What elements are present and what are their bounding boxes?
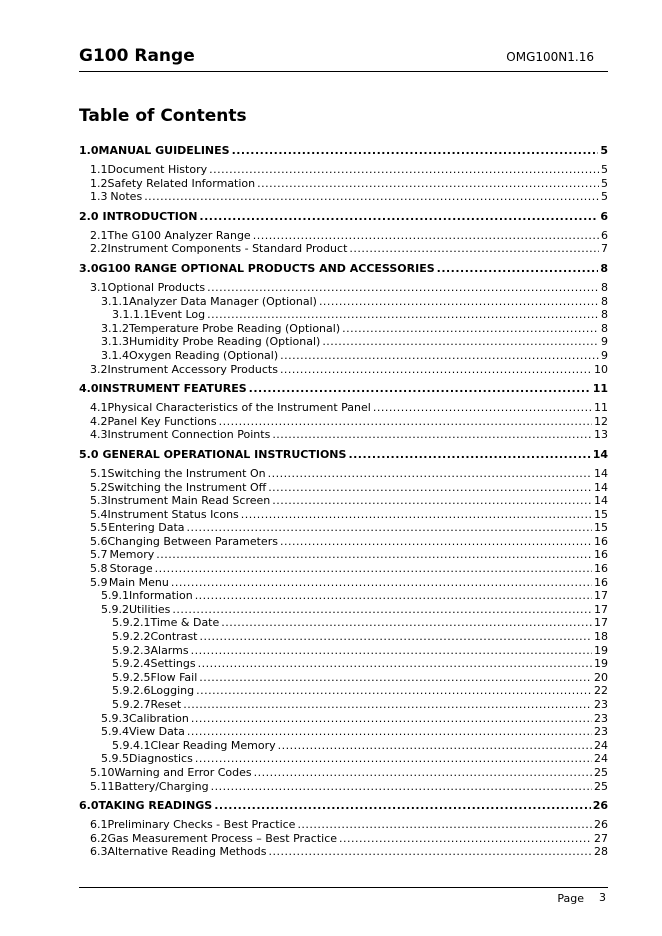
toc-entry[interactable] (79, 589, 608, 603)
toc-entry[interactable] (79, 508, 608, 522)
toc-entry-number: 4.2 (90, 414, 108, 428)
toc-entry-number: 6.1 (90, 818, 108, 832)
toc-entry[interactable] (79, 349, 608, 363)
toc-entry[interactable] (79, 481, 608, 495)
dot-leader (219, 415, 592, 429)
toc-entry[interactable] (79, 335, 608, 349)
toc-entry[interactable] (79, 190, 608, 204)
toc-entry-title: Gas Measurement Process – Best Practice (107, 831, 338, 845)
toc-entry-title: G100 RANGE OPTIONAL PRODUCTS AND ACCESSORIES (98, 261, 435, 275)
toc-entry-page: 14 (594, 480, 608, 494)
toc-entry-page: 12 (594, 414, 608, 428)
toc-heading: Table of Contents (79, 106, 247, 126)
toc-entry[interactable] (79, 242, 608, 256)
toc-entry-page: 16 (594, 534, 608, 548)
toc-entry-page: 5 (601, 163, 608, 176)
toc-entry[interactable] (79, 521, 608, 535)
toc-entry-title: Memory (109, 548, 155, 562)
dot-leader (199, 671, 592, 685)
dot-leader (272, 494, 592, 508)
dot-leader (200, 630, 593, 644)
toc-entry-page: 15 (594, 521, 608, 535)
toc-entry-number: 5.9.2.6 (112, 684, 151, 698)
dot-leader (297, 818, 592, 832)
toc-entry-number: 5.6 (90, 534, 108, 548)
toc-entry-number: 5.9.2.1 (112, 616, 151, 630)
toc-entry[interactable] (79, 401, 608, 415)
dot-leader (196, 684, 592, 698)
toc-entry-page: 24 (594, 752, 608, 766)
toc-entry-title: Storage (109, 562, 153, 576)
toc-entry-number: 3.2 (90, 362, 108, 376)
dot-leader (198, 657, 592, 671)
dot-leader (437, 262, 599, 276)
toc-entry-number: 4.3 (90, 428, 108, 442)
dot-leader (171, 576, 592, 590)
toc-entry[interactable] (79, 832, 608, 846)
dot-leader (214, 799, 590, 813)
dot-leader (319, 295, 599, 309)
dot-leader (280, 349, 599, 363)
toc-entry[interactable] (79, 616, 608, 630)
toc-entry-title: Reset (150, 698, 182, 711)
dot-leader (207, 281, 599, 295)
toc-entry-number: 1.0 (79, 144, 99, 157)
toc-entry-title: GENERAL OPERATIONAL INSTRUCTIONS (102, 447, 347, 461)
toc-entry-page: 14 (594, 466, 608, 480)
toc-entry-number: 1.3 (90, 190, 108, 204)
dot-leader (268, 845, 592, 859)
dot-leader (349, 242, 599, 256)
toc-entry-number: 6.0 (79, 799, 99, 813)
toc-entry[interactable] (79, 752, 608, 766)
toc-entry-title: Battery/Charging (114, 779, 209, 793)
toc-entry-number: 5.1 (90, 466, 108, 480)
toc-entry-title: Notes (110, 190, 143, 204)
toc-entry[interactable] (79, 603, 608, 617)
toc-entry-title: Instrument Main Read Screen (107, 494, 271, 508)
toc-entry[interactable] (79, 630, 608, 644)
toc-entry-number: 6.2 (90, 831, 108, 845)
toc-entry-title: Calibration (129, 711, 189, 725)
toc-entry-page: 5 (601, 176, 608, 190)
toc-entry[interactable] (79, 548, 608, 562)
toc-entry-number: 5.7 (90, 548, 108, 562)
toc-entry-title: Switching the Instrument On (107, 466, 266, 480)
toc-entry-page: 24 (594, 738, 608, 752)
toc-entry-title: Warning and Error Codes (114, 765, 252, 779)
toc-entry-page: 5 (600, 144, 608, 157)
toc-entry-number: 5.9.2.3 (112, 643, 151, 657)
toc-entry-title: Instrument Connection Points (107, 428, 271, 442)
toc-entry-title: Oxygen Reading (Optional) (129, 348, 279, 362)
page-header (79, 46, 608, 72)
dot-leader (144, 190, 599, 204)
toc-entry[interactable] (79, 657, 608, 671)
toc-entry-title: Analyzer Data Manager (Optional) (129, 294, 317, 308)
toc-entry-title: Switching the Instrument Off (107, 480, 267, 494)
toc-entry[interactable] (79, 684, 608, 698)
toc-entry[interactable] (79, 712, 608, 726)
toc-entry-title: Physical Characteristics of the Instrument Panel (107, 401, 371, 415)
toc-entry[interactable] (79, 818, 608, 832)
toc-entry-title: Contrast (150, 630, 198, 644)
toc-entry-title: TAKING READINGS (98, 799, 213, 813)
document-title: G100 Range (79, 46, 195, 66)
dot-leader (348, 448, 590, 462)
toc-entry-number: 3.1.4 (101, 348, 129, 362)
toc-entry-title: The G100 Analyzer Range (107, 228, 251, 242)
toc-entry-number: 3.1.1 (101, 294, 129, 308)
toc-entry-title: Flow Fail (150, 670, 198, 684)
toc-entry[interactable] (79, 780, 608, 794)
toc-entry[interactable] (79, 467, 608, 481)
toc-entry-title: Main Menu (108, 575, 169, 589)
toc-entry-page: 22 (594, 684, 608, 698)
toc-entry[interactable] (79, 644, 608, 658)
dot-leader (253, 229, 599, 243)
toc-entry-title: Document History (107, 163, 208, 176)
toc-entry-number: 5.11 (90, 779, 115, 793)
toc-entry-title: INSTRUMENT FEATURES (98, 382, 247, 396)
toc-entry-page: 26 (594, 818, 608, 832)
toc-entry-page: 9 (601, 348, 608, 362)
toc-entry-page: 26 (592, 799, 608, 813)
dot-leader (249, 382, 591, 396)
toc-entry[interactable] (79, 494, 608, 508)
toc-entry-title: Safety Related Information (107, 176, 256, 190)
toc-entry-number: 5.9.4 (101, 725, 129, 739)
toc-entry-page: 23 (594, 725, 608, 739)
toc-entry[interactable] (79, 739, 608, 753)
toc-entry[interactable] (79, 698, 608, 712)
toc-entry-page: 28 (594, 845, 608, 859)
toc-entry-page: 16 (594, 548, 608, 562)
dot-leader (272, 428, 592, 442)
toc-entry-title: Alternative Reading Methods (107, 845, 267, 859)
toc-entry-number: 1.2 (90, 176, 108, 190)
toc-entry-page: 14 (594, 494, 608, 508)
toc-entry-number: 5.9 (90, 575, 108, 589)
toc-entry-number: 5.10 (90, 765, 115, 779)
toc-entry[interactable] (79, 576, 608, 590)
toc-entry-number: 5.2 (90, 480, 108, 494)
toc-entry-number: 5.9.5 (101, 752, 129, 766)
dot-leader (187, 521, 593, 535)
toc-entry[interactable] (79, 725, 608, 739)
toc-entry-number: 5.9.1 (101, 589, 129, 603)
toc-entry-page: 18 (594, 630, 608, 644)
dot-leader (211, 780, 592, 794)
toc-entry-page: 23 (594, 711, 608, 725)
dot-leader (199, 210, 598, 224)
toc-entry[interactable] (79, 766, 608, 780)
dot-leader (191, 644, 592, 658)
toc-entry[interactable] (79, 295, 608, 309)
toc-entry-page: 8 (601, 321, 608, 335)
dot-leader (342, 322, 599, 336)
toc-entry-title: Changing Between Parameters (107, 534, 278, 548)
toc-entry-page: 27 (594, 831, 608, 845)
toc-entry-number: 4.0 (79, 382, 99, 396)
dot-leader (183, 698, 592, 712)
toc-entry-page: 14 (592, 447, 608, 461)
dot-leader (322, 335, 599, 349)
toc-entry-number: 3.1.2 (101, 321, 129, 335)
toc-entry-number: 1.1 (90, 163, 108, 176)
toc-entry-title: Logging (150, 684, 195, 698)
dot-leader (278, 739, 592, 753)
toc-entry[interactable] (79, 262, 608, 276)
page-label: Page (557, 892, 584, 905)
toc-entry-title: View Data (129, 725, 185, 739)
toc-entry-title: Instrument Status Icons (107, 507, 239, 521)
toc-entry[interactable] (79, 799, 608, 813)
toc-entry-page: 8 (601, 294, 608, 308)
toc-entry-page: 17 (594, 616, 608, 630)
toc-entry-page: 19 (594, 643, 608, 657)
toc-entry-title: MANUAL GUIDELINES (98, 144, 230, 157)
toc-entry-page: 6 (600, 209, 608, 223)
dot-leader (187, 725, 592, 739)
toc-entry[interactable] (79, 671, 608, 685)
toc-entry-number: 2.2 (90, 242, 108, 256)
toc-entry-page: 25 (594, 765, 608, 779)
toc-entry[interactable] (79, 845, 608, 859)
toc-entry[interactable] (79, 229, 608, 243)
toc-entry-number: 2.0 (79, 209, 99, 223)
dot-leader (280, 535, 592, 549)
toc-entry-title: Utilities (129, 602, 171, 616)
toc-entry-page: 16 (594, 562, 608, 576)
toc-entry-page: 11 (592, 382, 608, 396)
toc-entry-title: Clear Reading Memory (150, 738, 276, 752)
toc-entry-number: 5.9.2.5 (112, 670, 151, 684)
toc-entry[interactable] (79, 415, 608, 429)
toc-entry-page: 13 (594, 428, 608, 442)
document-code: OMG100N1.16 (506, 50, 594, 64)
toc-entry-page: 17 (594, 589, 608, 603)
toc-entry-page: 8 (601, 280, 608, 294)
toc-entry-number: 5.9.2.2 (112, 630, 151, 644)
toc-entry-number: 3.1.1.1 (112, 308, 151, 322)
toc-entry-title: Time & Date (150, 616, 220, 630)
toc-entry-page: 20 (594, 670, 608, 684)
toc-entry-page: 6 (601, 228, 608, 242)
toc-entry-number: 5.0 (79, 447, 99, 461)
toc-entry-page: 11 (594, 401, 608, 415)
toc-entry-title: Instrument Components - Standard Product (107, 242, 348, 256)
toc-entry-number: 5.9.3 (101, 711, 129, 725)
toc-entry[interactable] (79, 535, 608, 549)
toc-entry[interactable] (79, 448, 608, 462)
toc-entry-number: 5.4 (90, 507, 108, 521)
toc-entry-title: Preliminary Checks - Best Practice (107, 818, 296, 832)
toc-entry-number: 5.9.2 (101, 602, 129, 616)
dot-leader (241, 508, 592, 522)
toc-entry-number: 5.9.2.4 (112, 657, 151, 671)
toc-entry-number: 6.3 (90, 845, 108, 859)
toc-entry-page: 10 (594, 362, 608, 376)
toc-entry-page: 15 (594, 507, 608, 521)
toc-entry-title: Settings (150, 657, 196, 671)
toc-entry-page: 23 (594, 698, 608, 711)
toc-entry-number: 5.5 (90, 521, 108, 535)
toc-entry-page: 7 (601, 242, 608, 256)
toc-entry[interactable] (79, 382, 608, 396)
toc-entry-number: 5.3 (90, 494, 108, 508)
toc-entry[interactable] (79, 177, 608, 191)
toc-entry-title: Alarms (150, 643, 189, 657)
toc-entry[interactable] (79, 144, 608, 158)
toc-entry[interactable] (79, 562, 608, 576)
toc-entry-page: 8 (601, 308, 608, 322)
dot-leader (232, 144, 599, 158)
toc-entry-title: Event Log (150, 308, 206, 322)
toc-entry-title: Information (129, 589, 193, 603)
toc-entry-title: INTRODUCTION (102, 209, 198, 223)
toc-entry-number: 3.0 (79, 261, 99, 275)
toc-entry-page: 25 (594, 779, 608, 793)
dot-leader (209, 163, 599, 177)
toc-entry-number: 3.1 (90, 280, 108, 294)
dot-leader (268, 481, 592, 495)
toc-entry[interactable] (79, 428, 608, 442)
dot-leader (221, 616, 592, 630)
dot-leader (280, 363, 592, 377)
table-of-contents (79, 144, 608, 859)
toc-entry-page: 17 (594, 602, 608, 616)
toc-entry-page: 9 (601, 335, 608, 349)
toc-entry[interactable] (79, 281, 608, 295)
dot-leader (172, 603, 592, 617)
dot-leader (254, 766, 592, 780)
toc-entry-title: Instrument Accessory Products (107, 362, 278, 376)
toc-entry-number: 5.9.4.1 (112, 738, 151, 752)
page-number: 3 (599, 891, 606, 904)
toc-entry[interactable] (79, 322, 608, 336)
dot-leader (339, 832, 592, 846)
toc-entry[interactable] (79, 363, 608, 377)
dot-leader (156, 548, 592, 562)
dot-leader (191, 712, 592, 726)
toc-entry-title: Humidity Probe Reading (Optional) (129, 335, 321, 349)
toc-entry-number: 2.1 (90, 228, 108, 242)
dot-leader (195, 589, 592, 603)
toc-entry-title: Entering Data (108, 521, 185, 535)
dot-leader (373, 401, 592, 415)
toc-entry-number: 3.1.3 (101, 335, 129, 349)
dot-leader (268, 467, 592, 481)
dot-leader (195, 752, 592, 766)
dot-leader (257, 177, 599, 191)
toc-entry-number: 4.1 (90, 401, 108, 415)
toc-entry[interactable] (79, 163, 608, 177)
page-footer (79, 887, 608, 905)
toc-entry-page: 5 (601, 190, 608, 204)
dot-leader (207, 308, 599, 322)
toc-entry[interactable] (79, 210, 608, 224)
toc-entry-page: 8 (600, 261, 608, 275)
toc-entry-number: 5.8 (90, 562, 108, 576)
toc-entry-number: 5.9.2.7 (112, 698, 151, 711)
toc-entry-page: 19 (594, 657, 608, 671)
toc-entry[interactable] (79, 308, 608, 322)
dot-leader (155, 562, 592, 576)
toc-entry-title: Diagnostics (129, 752, 193, 766)
toc-entry-title: Panel Key Functions (107, 414, 217, 428)
toc-entry-title: Temperature Probe Reading (Optional) (129, 321, 341, 335)
toc-entry-page: 16 (594, 575, 608, 589)
toc-entry-title: Optional Products (107, 280, 206, 294)
